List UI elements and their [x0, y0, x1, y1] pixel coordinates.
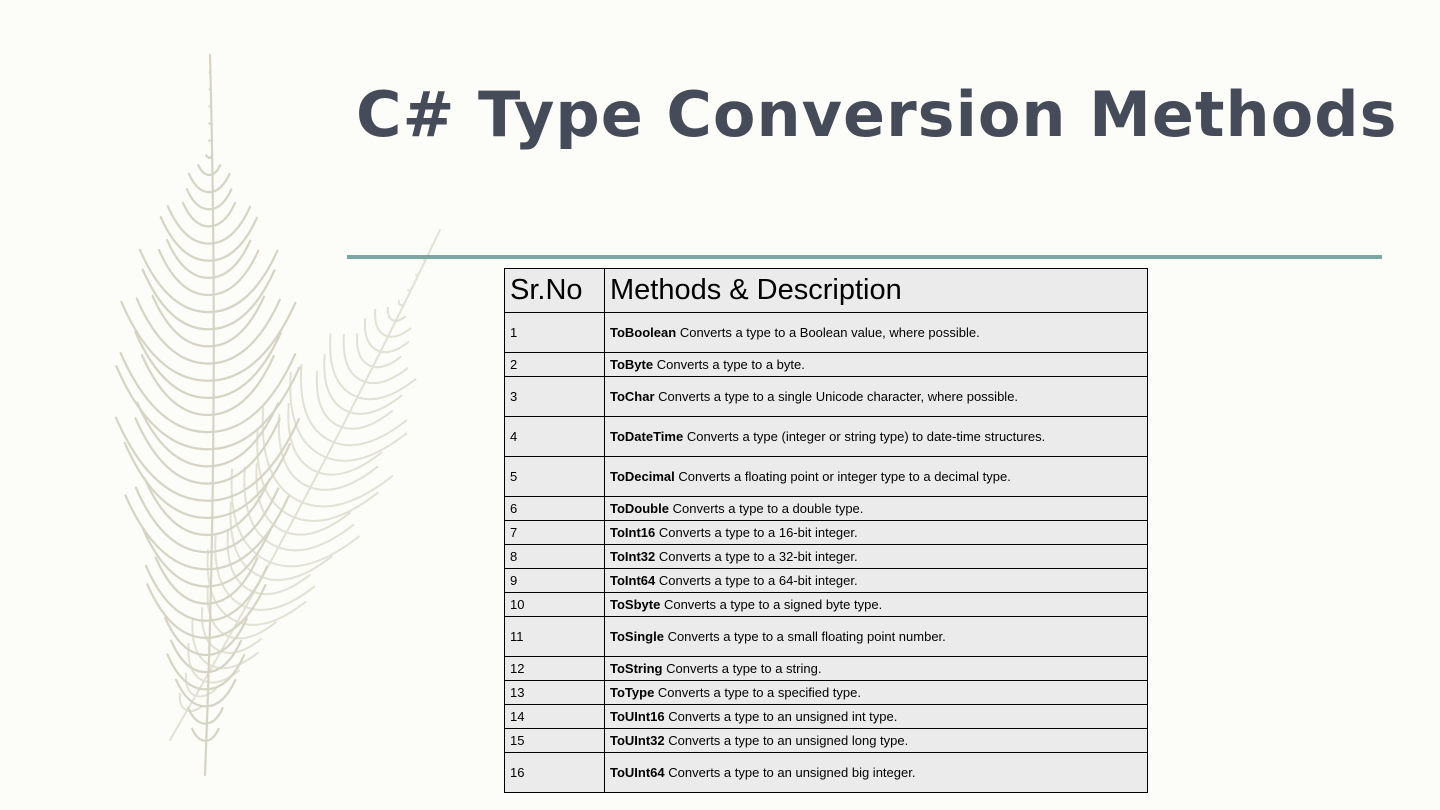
method-description: Converts a type to a small floating point number. — [667, 629, 946, 644]
table-row — [505, 521, 1148, 545]
table-row — [505, 457, 1148, 497]
table-row — [505, 729, 1148, 753]
row-number: 1 — [505, 313, 605, 353]
method-description: Converts a type to a signed byte type. — [663, 597, 883, 612]
row-method-description — [605, 545, 1148, 569]
row-method-description — [605, 313, 1148, 353]
column-header-sr-no: Sr.No — [505, 269, 605, 313]
method-name: ToBoolean — [610, 325, 677, 340]
method-description: Converts a type to a 32-bit integer. — [658, 549, 858, 564]
table-row — [505, 705, 1148, 729]
method-name: ToByte — [610, 357, 654, 372]
conversion-methods-table — [504, 268, 1148, 793]
method-name: ToSingle — [610, 629, 664, 644]
row-method-description — [605, 657, 1148, 681]
row-method-description — [605, 377, 1148, 417]
row-method-description — [605, 569, 1148, 593]
row-method-description — [605, 417, 1148, 457]
method-name: ToDecimal — [610, 469, 675, 484]
method-name: ToDouble — [610, 501, 669, 516]
row-number: 16 — [505, 753, 605, 793]
table-row — [505, 353, 1148, 377]
method-name: ToInt16 — [610, 525, 656, 540]
row-number: 3 — [505, 377, 605, 417]
method-name: ToInt32 — [610, 549, 656, 564]
row-number: 11 — [505, 617, 605, 657]
row-number: 9 — [505, 569, 605, 593]
table-row — [505, 753, 1148, 793]
table-row — [505, 569, 1148, 593]
table-row — [505, 593, 1148, 617]
method-name: ToInt64 — [610, 573, 656, 588]
row-number: 10 — [505, 593, 605, 617]
table-row — [505, 545, 1148, 569]
row-method-description — [605, 729, 1148, 753]
method-name: ToChar — [610, 389, 655, 404]
row-method-description — [605, 753, 1148, 793]
method-description: Converts a type to an unsigned long type. — [668, 733, 909, 748]
method-name: ToSbyte — [610, 597, 661, 612]
row-method-description — [605, 681, 1148, 705]
row-number: 5 — [505, 457, 605, 497]
method-description: Converts a type to a 64-bit integer. — [658, 573, 858, 588]
row-number: 14 — [505, 705, 605, 729]
row-number: 15 — [505, 729, 605, 753]
row-method-description — [605, 705, 1148, 729]
table-row — [505, 657, 1148, 681]
method-description: Converts a type to a single Unicode character, where possible. — [658, 389, 1019, 404]
row-number: 12 — [505, 657, 605, 681]
page-title: C# Type Conversion Methods — [356, 78, 1398, 151]
table-row — [505, 417, 1148, 457]
table-row — [505, 681, 1148, 705]
method-name: ToString — [610, 661, 663, 676]
method-description: Converts a type to an unsigned big integer. — [668, 765, 916, 780]
row-method-description — [605, 353, 1148, 377]
method-description: Converts a floating point or integer type to a decimal type. — [678, 469, 1011, 484]
method-description: Converts a type to a double type. — [672, 501, 864, 516]
table-row — [505, 313, 1148, 353]
method-name: ToUInt64 — [610, 765, 665, 780]
row-number: 2 — [505, 353, 605, 377]
row-number: 6 — [505, 497, 605, 521]
method-description: Converts a type to a specified type. — [657, 685, 861, 700]
method-name: ToUInt16 — [610, 709, 665, 724]
row-method-description — [605, 593, 1148, 617]
method-name: ToType — [610, 685, 655, 700]
method-description: Converts a type to an unsigned int type. — [668, 709, 898, 724]
title-divider — [347, 255, 1382, 259]
method-description: Converts a type to a string. — [666, 661, 822, 676]
column-header-methods: Methods & Description — [605, 269, 1148, 313]
method-description: Converts a type to a byte. — [656, 357, 805, 372]
method-description: Converts a type to a 16-bit integer. — [658, 525, 858, 540]
method-name: ToDateTime — [610, 429, 684, 444]
method-name: ToUInt32 — [610, 733, 665, 748]
row-method-description — [605, 521, 1148, 545]
table-row — [505, 617, 1148, 657]
row-method-description — [605, 457, 1148, 497]
row-number: 7 — [505, 521, 605, 545]
row-number: 8 — [505, 545, 605, 569]
row-number: 4 — [505, 417, 605, 457]
method-description: Converts a type to a Boolean value, where possible. — [679, 325, 980, 340]
table-row — [505, 497, 1148, 521]
row-number: 13 — [505, 681, 605, 705]
method-description: Converts a type (integer or string type) to date-time structures. — [686, 429, 1046, 444]
table-row — [505, 377, 1148, 417]
row-method-description — [605, 617, 1148, 657]
table-header-row — [505, 269, 1148, 313]
row-method-description — [605, 497, 1148, 521]
